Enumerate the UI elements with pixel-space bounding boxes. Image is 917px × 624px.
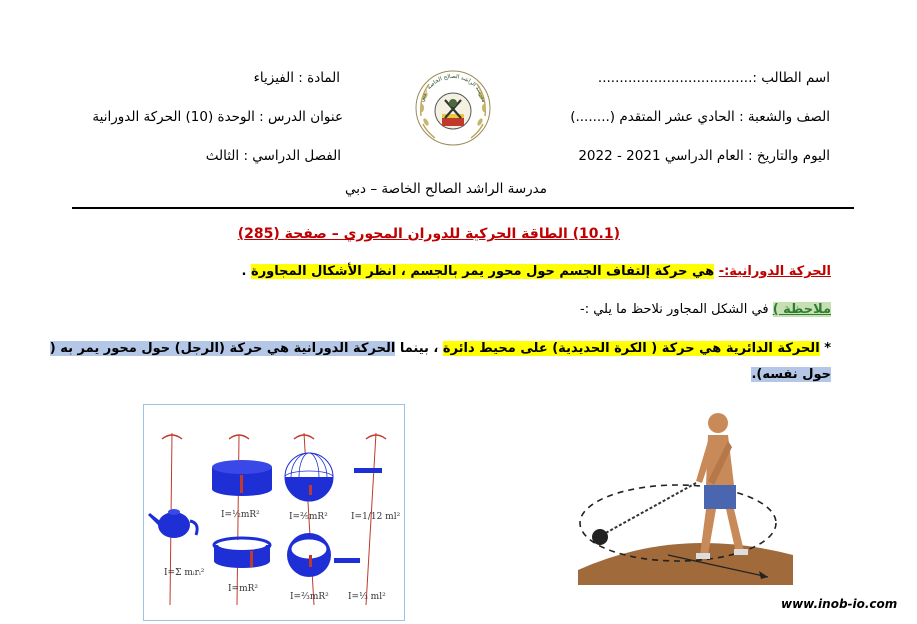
teapot xyxy=(148,509,197,538)
rod-formula: I=1/12 ml² xyxy=(351,512,401,522)
section-title: (10.1) الطاقة الحركية للدوران المحوري – صفحة (285) xyxy=(237,226,620,242)
svg-text:مدرسة الراشد الصالح الخاصة - د: مدرسة الراشد الصالح الخاصة - دبي xyxy=(419,73,487,104)
shell-formula: I=⅔mR² xyxy=(290,592,329,602)
class-section-line: الصف والشعبة : الحادي عشر المتقدم (........) xyxy=(570,109,830,125)
solid-disk xyxy=(212,460,272,496)
point-line-2 xyxy=(751,367,831,382)
thin-rod xyxy=(354,468,382,473)
subject-line: المادة : الفيزياء xyxy=(253,70,340,86)
ring-formula: I=mR² xyxy=(228,584,259,594)
circular-motion-text: الحركة الدائرية هي حركة ( الكرة الحديدية) على محيط دائرة xyxy=(442,341,820,356)
school-name: مدرسة الراشد الصالح الخاصة – دبي xyxy=(345,181,547,197)
definition-text: هي حركة إلتفاف الجسم حول محور يمر بالجسم ، انظر الأشكال المجاورة xyxy=(251,264,715,279)
lesson-title-line: عنوان الدرس : الوحدة (10) الحركة الدورانية xyxy=(92,109,343,125)
definition-term: الحركة الدورانية:- xyxy=(718,264,831,279)
note-label: ملاحظة ) xyxy=(772,302,831,317)
hollow-ring xyxy=(214,538,270,568)
rod-about-end xyxy=(334,558,360,563)
date-year-line: اليوم والتاريخ : العام الدراسي 2021 - 2022 xyxy=(578,148,830,164)
wire-sphere xyxy=(285,453,333,501)
school-logo xyxy=(413,68,493,148)
point-bullet: * xyxy=(824,341,831,356)
sphere-formula: I=⅖mR² xyxy=(289,512,328,522)
note-paragraph xyxy=(580,302,831,317)
note-text: في الشكل المجاور نلاحظ ما يلي :- xyxy=(580,302,769,317)
point-separator: ، بينما xyxy=(399,341,439,356)
definition-end: . xyxy=(241,264,247,279)
term-line: الفصل الدراسي : الثالث xyxy=(205,148,341,164)
rotational-motion-text: الحركة الدورانية هي حركة (الرجل) حول محور يمر به ( xyxy=(49,341,396,356)
hammer-thrower-figure xyxy=(578,405,793,585)
disk-formula: I=½mR² xyxy=(221,510,260,520)
rod-end-formula: I=⅓ ml² xyxy=(348,592,386,602)
website-footer: www.inob-io.com xyxy=(781,597,898,611)
student-name-line: اسم الطالب :.................................... xyxy=(597,70,830,86)
moment-of-inertia-figure xyxy=(143,404,405,621)
spherical-shell xyxy=(287,533,331,577)
rotational-motion-end: حول نفسه). xyxy=(751,367,831,382)
point-line-1 xyxy=(50,341,831,356)
teapot-formula: I=Σ mᵢrᵢ² xyxy=(164,568,205,578)
definition-paragraph xyxy=(242,264,831,279)
header-divider xyxy=(72,207,854,209)
